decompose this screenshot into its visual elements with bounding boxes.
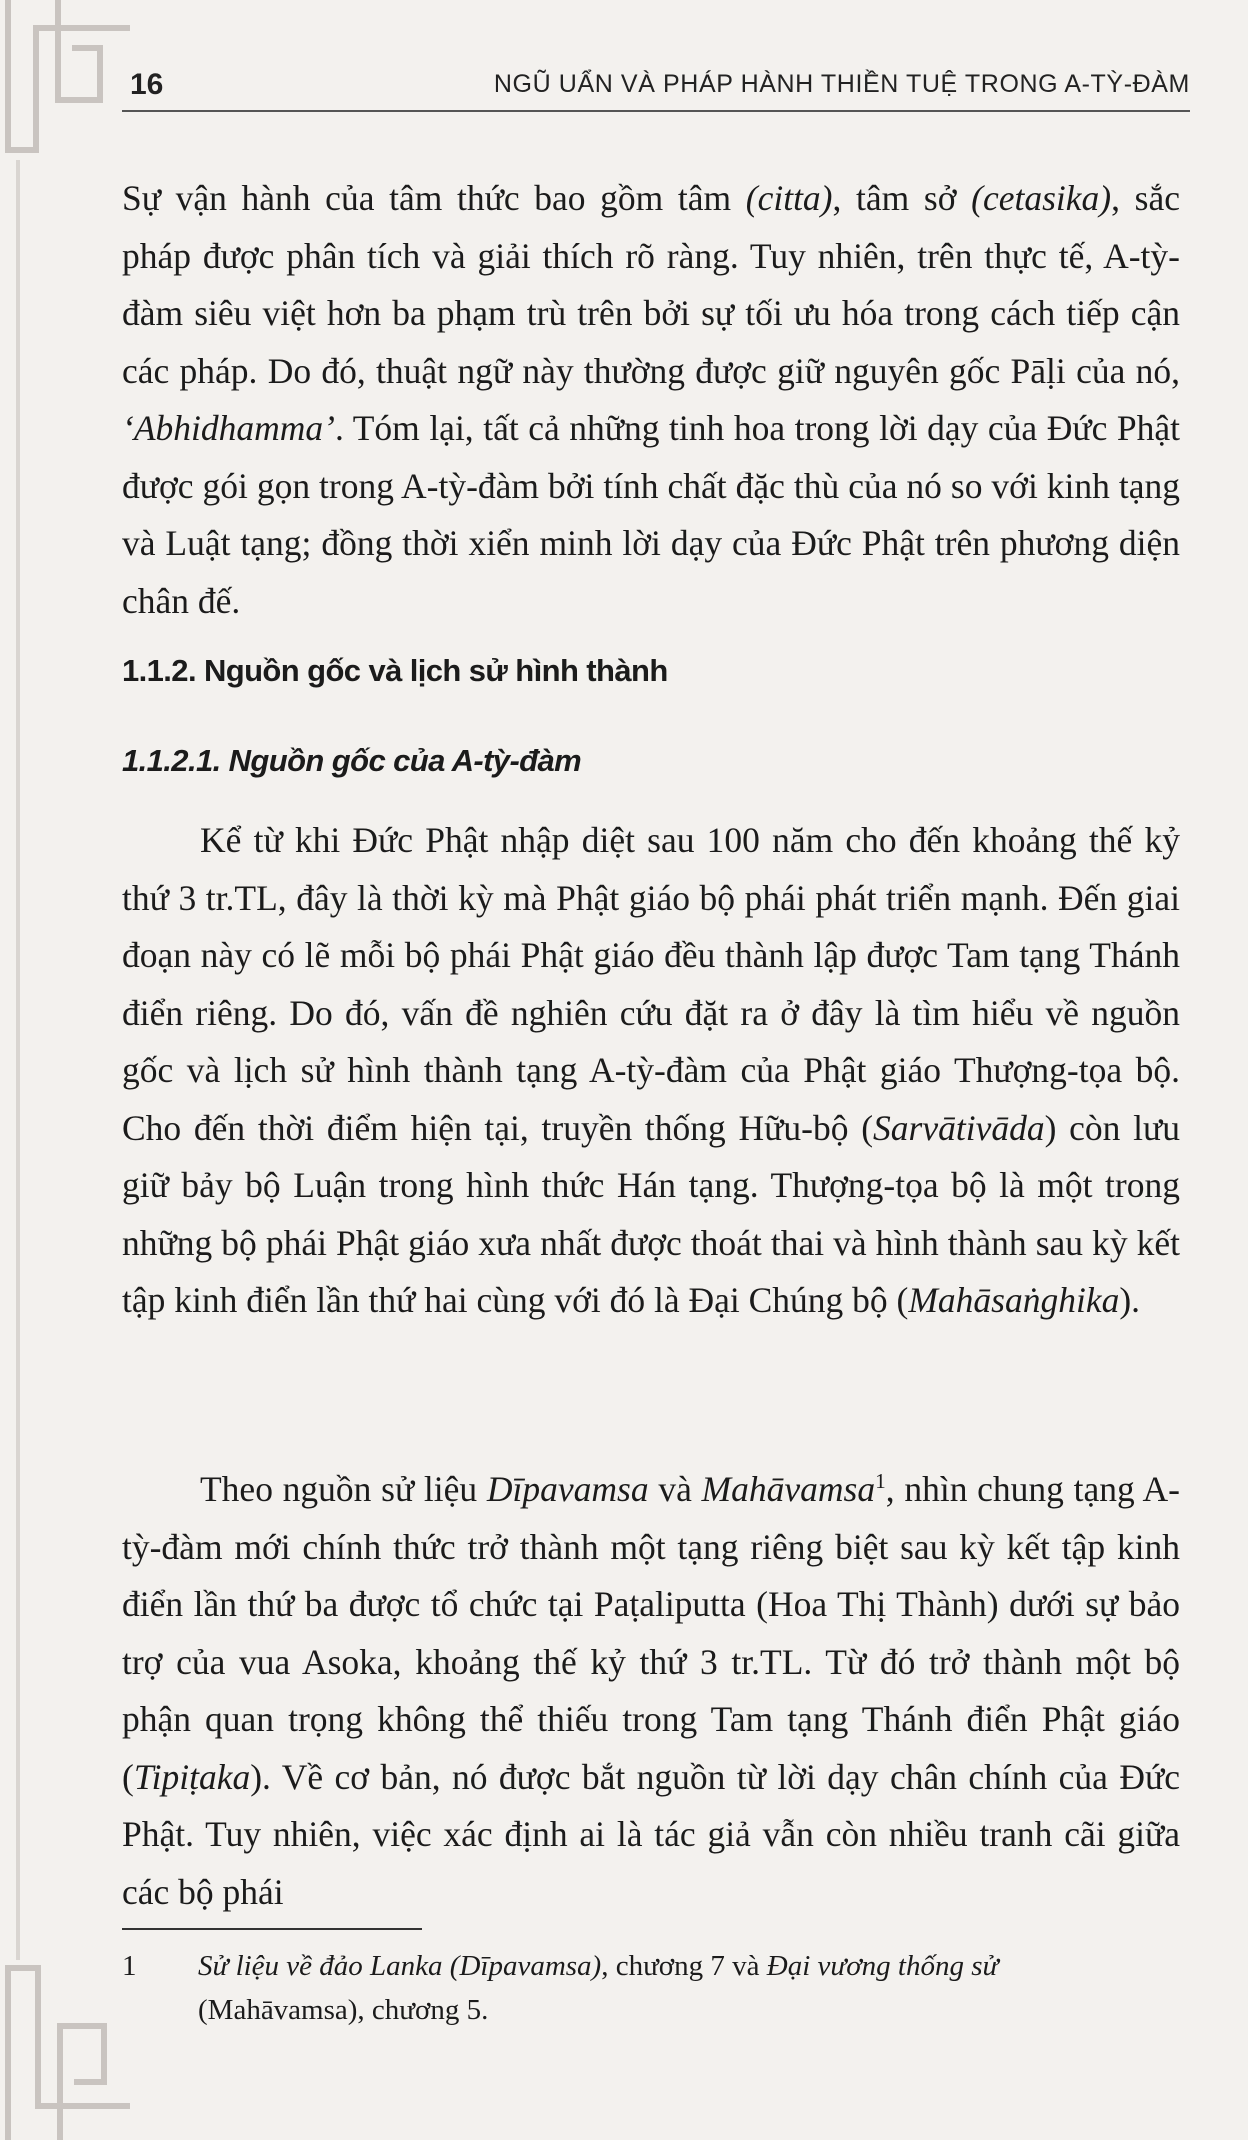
italic-term: Mahāvamsa (701, 1469, 876, 1509)
text-run: . Tóm lại, tất cả những tinh hoa trong lời dạy của Đức Phật được gói gọn trong A-tỳ-đàm bởi tính chất đặc thù của nó so với kinh tạng và Luật tạng; đồng thời xiển minh lời dạy của Đức Phật trên phương diện chân đế. (122, 408, 1180, 621)
text-run: , sắc pháp được phân tích và giải thích rõ ràng. Tuy nhiên, trên thực tế, A-tỳ-đàm siêu việt hơn ba phạm trù trên bởi sự tối ưu hóa trong cách tiếp cận các pháp. Do đó, thuật ngữ này thường được giữ nguyên gốc Pāḷi của nó, (122, 178, 1180, 391)
italic-term: Tipiṭaka (133, 1756, 251, 1797)
italic-term: Sử liệu về đảo Lanka (Dīpavamsa) (198, 1950, 602, 1982)
text-run: ). (1119, 1280, 1141, 1320)
running-title: NGŨ UẨN VÀ PHÁP HÀNH THIỀN TUỆ TRONG A-TỲ-ĐÀM (493, 70, 1190, 98)
italic-term: Sarvātivāda (873, 1107, 1045, 1148)
text-run: Kể từ khi Đức Phật nhập diệt sau 100 năm cho đến khoảng thế kỷ thứ 3 tr.TL, đây là thời kỳ mà Phật giáo bộ phái phát triển mạnh. Đến giai đoạn này có lẽ mỗi bộ phái Phật giáo đều thành lập được Tam tạng Thánh điển riêng. Do đó, vấn đề nghiên cứu đặt ra ở đây là tìm hiểu về nguồn gốc và lịch sử hình thành tạng A-tỳ-đàm của Phật giáo Thượng-tọa bộ. Cho đến thời điểm hiện tại, truyền thống Hữu-bộ ( (122, 820, 1180, 1148)
paragraph (122, 170, 1180, 630)
text-run: , tâm sở (832, 178, 972, 218)
text-run: và (648, 1469, 702, 1509)
italic-term: ‘Abhidhamma’ (122, 408, 335, 448)
text-run: , chương 7 và (601, 1950, 767, 1982)
italic-term: Đại vương thống sử (766, 1950, 999, 1982)
footnote-reference[interactable]: 1 (875, 1469, 886, 1494)
text-run: Theo nguồn sử liệu (200, 1469, 487, 1509)
footnote-divider (122, 1928, 422, 1930)
footnote-number: 1 (122, 1950, 137, 1982)
italic-term: (citta) (745, 178, 833, 218)
page-number: 16 (130, 68, 164, 101)
subsection-heading: 1.1.2.1. Nguồn gốc của A-tỳ-đàm (122, 743, 582, 778)
text-run: ) còn lưu giữ bảy bộ Luận trong hình thức Hán tạng. Thượng-tọa bộ là một trong những bộ phái Phật giáo xưa nhất được thoát thai và hình thành sau kỳ kết tập kinh điển lần thứ hai cùng với đó là Đại Chúng bộ ( (122, 1107, 1180, 1320)
footnote-line (122, 1944, 1182, 1988)
section-heading: 1.1.2. Nguồn gốc và lịch sử hình thành (122, 653, 668, 688)
paragraph (122, 812, 1180, 1330)
footnote-line: (Mahāvamsa), chương 5. (198, 1994, 489, 2026)
text-run: Sự vận hành của tâm thức bao gồm tâm (122, 178, 746, 218)
italic-term: Dīpavamsa (486, 1469, 649, 1509)
text-run: , nhìn chung tạng A-tỳ-đàm mới chính thức trở thành một tạng riêng biệt sau kỳ kết tập kinh điển lần thứ ba được tổ chức tại Paṭaliputta (Hoa Thị Thành) dưới sự bảo trợ của vua Asoka, khoảng thế kỷ thứ 3 tr.TL. Từ đó trở thành một bộ phận quan trọng không thể thiếu trong Tam tạng Thánh điển Phật giáo ( (122, 1469, 1180, 1797)
italic-term: Mahāsaṅghika (908, 1280, 1120, 1320)
footnote (122, 1944, 1182, 2032)
italic-term: (cetasika) (971, 178, 1112, 218)
paragraph (122, 1461, 1180, 1921)
text-run: ). Về cơ bản, nó được bắt nguồn từ lời dạy chân chính của Đức Phật. Tuy nhiên, việc xác định ai là tác giả vẫn còn nhiều tranh cãi giữa các bộ phái (122, 1756, 1180, 1912)
page-header (122, 66, 1190, 112)
